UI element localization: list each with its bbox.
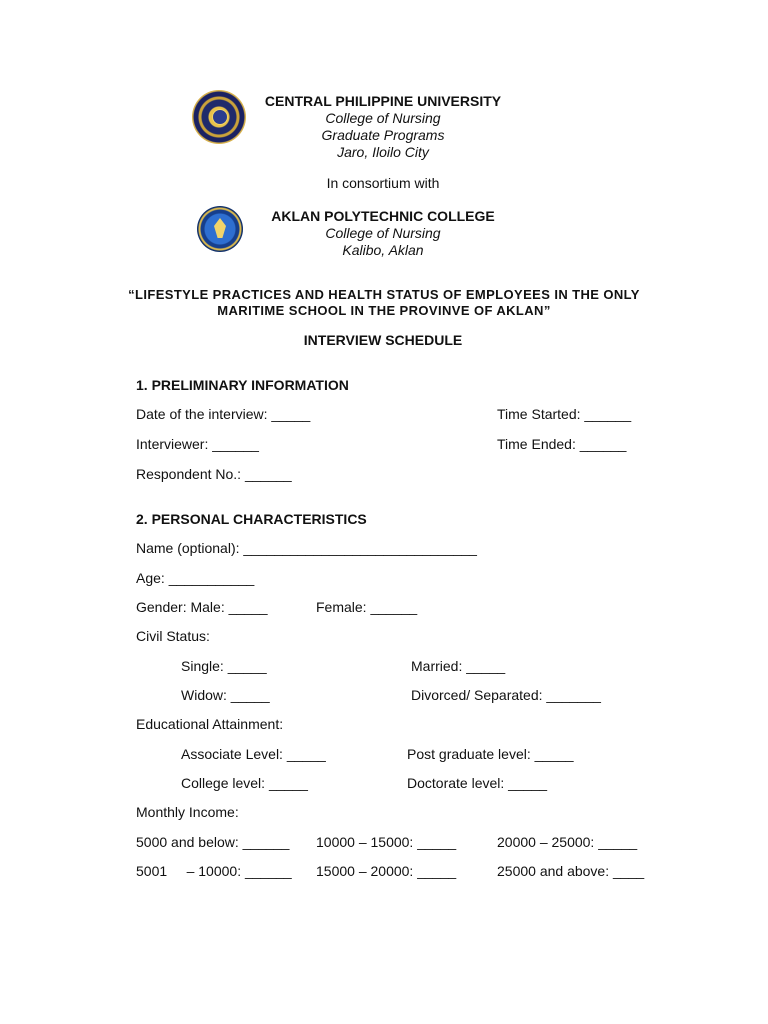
gender-male-field[interactable]: Gender: Male: _____ (136, 599, 268, 615)
preliminary-information-heading: 1. PRELIMINARY INFORMATION (136, 377, 349, 393)
civil-status-label: Civil Status: (136, 628, 210, 644)
date-of-interview-field[interactable]: Date of the interview: _____ (136, 406, 311, 422)
income-25000-above-field[interactable]: 25000 and above: ____ (497, 863, 645, 879)
college-level-field[interactable]: College level: _____ (181, 775, 308, 791)
income-20000-25000-field[interactable]: 20000 – 25000: _____ (497, 834, 638, 850)
post-graduate-level-field[interactable]: Post graduate level: _____ (407, 746, 574, 762)
time-ended-field[interactable]: Time Ended: ______ (497, 436, 627, 452)
educational-attainment-label: Educational Attainment: (136, 716, 284, 732)
widow-field[interactable]: Widow: _____ (181, 687, 270, 703)
interview-schedule-heading: INTERVIEW SCHEDULE (303, 332, 463, 348)
gender-female-field[interactable]: Female: ______ (316, 599, 418, 615)
income-10000-15000-field[interactable]: 10000 – 15000: _____ (316, 834, 457, 850)
cpu-location: Jaro, Iloilo City (337, 144, 429, 160)
personal-characteristics-heading: 2. PERSONAL CHARACTERISTICS (136, 511, 367, 527)
apc-name: AKLAN POLYTECHNIC COLLEGE (271, 208, 495, 224)
study-title-line-1: “LIFESTYLE PRACTICES AND HEALTH STATUS OF EMPLOYEES IN THE ONLY (128, 287, 640, 302)
income-5000-below-field[interactable]: 5000 and below: ______ (136, 834, 290, 850)
name-field[interactable]: Name (optional): ______________________________ (136, 540, 477, 556)
consortium-text: In consortium with (326, 175, 440, 191)
cpu-program: Graduate Programs (321, 127, 445, 143)
income-15000-20000-field[interactable]: 15000 – 20000: _____ (316, 863, 457, 879)
time-started-field[interactable]: Time Started: ______ (497, 406, 632, 422)
study-title (84, 287, 684, 319)
interviewer-field[interactable]: Interviewer: ______ (136, 436, 259, 452)
income-5001-10000-field[interactable]: 5001 – 10000: ______ (136, 863, 292, 879)
divorced-separated-field[interactable]: Divorced/ Separated: _______ (411, 687, 601, 703)
respondent-number-field[interactable]: Respondent No.: ______ (136, 466, 292, 482)
monthly-income-label: Monthly Income: (136, 804, 239, 820)
study-title-line-2: MARITIME SCHOOL IN THE PROVINVE OF AKLAN” (217, 303, 551, 318)
apc-location: Kalibo, Aklan (342, 242, 424, 258)
apc-header (233, 208, 533, 259)
cpu-header (233, 93, 533, 161)
doctorate-level-field[interactable]: Doctorate level: _____ (407, 775, 548, 791)
single-field[interactable]: Single: _____ (181, 658, 267, 674)
apc-college: College of Nursing (325, 225, 441, 241)
cpu-name: CENTRAL PHILIPPINE UNIVERSITY (264, 93, 502, 109)
age-field[interactable]: Age: ___________ (136, 570, 255, 586)
married-field[interactable]: Married: _____ (411, 658, 506, 674)
cpu-college: College of Nursing (325, 110, 441, 126)
associate-level-field[interactable]: Associate Level: _____ (181, 746, 326, 762)
